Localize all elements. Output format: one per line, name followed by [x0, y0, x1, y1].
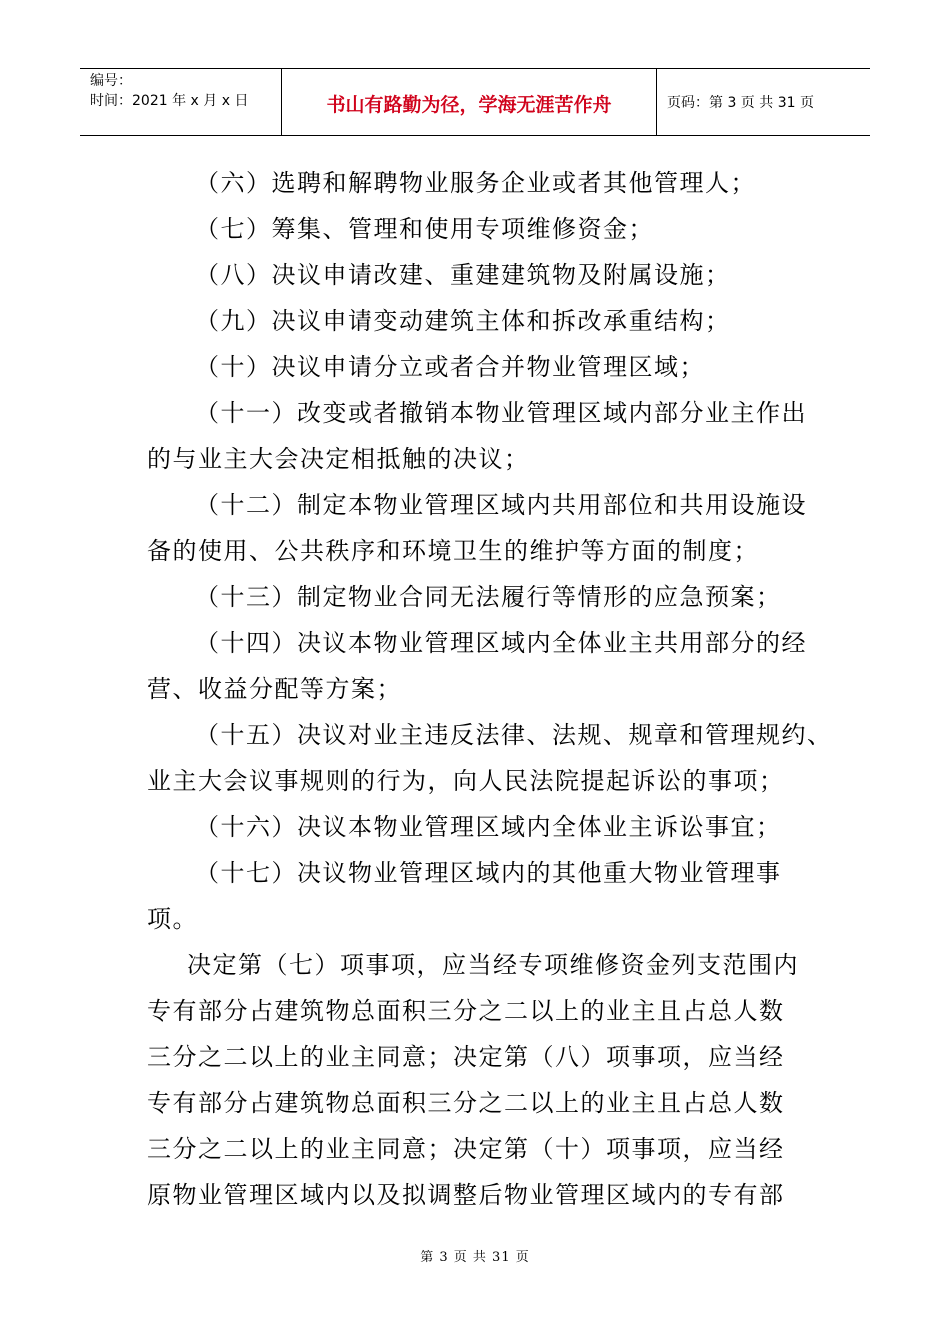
body-text-line: 决定第（七）项事项，应当经专项维修资金列支范围内 — [187, 951, 799, 979]
body-text-line: 三分之二以上的业主同意；决定第（八）项事项，应当经 — [147, 1043, 785, 1071]
body-text-line: 营、收益分配等方案； — [147, 675, 402, 703]
body-text-line: （十四）决议本物业管理区域内全体业主共用部分的经 — [195, 629, 807, 657]
body-text-line: （十五）决议对业主违反法律、法规、规章和管理规约、 — [195, 721, 833, 749]
body-text-line: （十三）制定物业合同无法履行等情形的应急预案； — [195, 583, 782, 611]
body-text-line: 备的使用、公共秩序和环境卫生的维护等方面的制度； — [147, 537, 759, 565]
body-text-line: （十六）决议本物业管理区域内全体业主诉讼事宜； — [195, 813, 782, 841]
body-text-line: 原物业管理区域内以及拟调整后物业管理区域内的专有部 — [147, 1181, 785, 1209]
body-text-line: 的与业主大会决定相抵触的决议； — [147, 445, 530, 473]
document-number-label: 编号： — [90, 73, 132, 89]
page-footer: 第 3 页 共 31 页 — [420, 1250, 530, 1265]
body-text-line: 专有部分占建筑物总面积三分之二以上的业主且占总人数 — [147, 1089, 785, 1117]
header-meta — [80, 69, 282, 135]
body-text-line: （七）筹集、管理和使用专项维修资金； — [195, 215, 654, 243]
body-text-line: 业主大会议事规则的行为，向人民法院提起诉讼的事项； — [147, 767, 785, 795]
body-text-line: （十）决议申请分立或者合并物业管理区域； — [195, 353, 705, 381]
header-motto: 书山有路勤为径，学海无涯苦作舟 — [282, 69, 657, 135]
page-header — [80, 68, 870, 136]
document-time: 时间：2021 年 x 月 x 日 — [90, 93, 249, 109]
header-page-info: 页码：第 3 页 共 31 页 — [667, 95, 814, 111]
body-text-line: （九）决议申请变动建筑主体和拆改承重结构； — [195, 307, 731, 335]
body-text-line: 专有部分占建筑物总面积三分之二以上的业主且占总人数 — [147, 997, 785, 1025]
body-text-line: （八）决议申请改建、重建建筑物及附属设施； — [195, 261, 731, 289]
body-text-line: 三分之二以上的业主同意；决定第（十）项事项，应当经 — [147, 1135, 785, 1163]
body-text-line: （十二）制定本物业管理区域内共用部位和共用设施设 — [195, 491, 807, 519]
body-text-line: （十七）决议物业管理区域内的其他重大物业管理事 — [195, 859, 782, 887]
body-text-line: （十一）改变或者撤销本物业管理区域内部分业主作出 — [195, 399, 807, 427]
document-body — [147, 160, 837, 1218]
body-text-line: 项。 — [147, 905, 198, 933]
body-text-line: （六）选聘和解聘物业服务企业或者其他管理人； — [195, 169, 756, 197]
